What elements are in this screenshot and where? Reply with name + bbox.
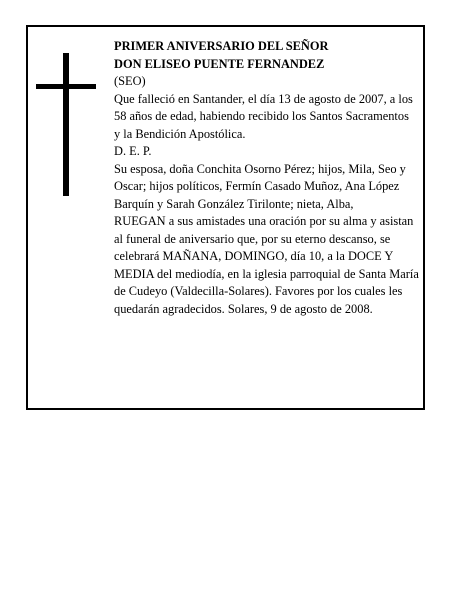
cross-vertical-bar [63, 53, 69, 196]
obituary-text [114, 38, 420, 318]
rest-in-peace: D. E. P. [114, 144, 152, 158]
notice-heading-line-2: DON ELISEO PUENTE FERNANDEZ [114, 56, 325, 71]
funeral-invitation: RUEGAN a sus amistades una oración por su alma y asistan al funeral de aniversario que, por su eterno descanso, se celebrará MAÑANA, DOMINGO, día 10, a la DOCE Y MEDIA del mediodía, en la iglesia parroquial de Santa María de Cudeyo (Valdecilla-Solares). Favores por los cuales les quedarán agradecidos. Solares, 9 de agosto de 2008. [114, 214, 419, 316]
family-members: Su esposa, doña Conchita Osorno Pérez; hijos, Mila, Seo y Oscar; hijos políticos, Fermín Casado Muñoz, Ana López Barquín y Sarah González Tirilonte; nieta, Alba, [114, 161, 406, 211]
notice-heading-line-1: PRIMER ANIVERSARIO DEL SEÑOR [114, 39, 329, 53]
cross-icon [36, 53, 96, 196]
blessing-line: y la Bendición Apostólica. [114, 126, 246, 141]
death-details: Que falleció en Santander, el día 13 de agosto de 2007, a los 58 años de edad, habiendo recibido los Santos Sacramentos [114, 91, 413, 123]
cross-horizontal-bar [36, 84, 96, 89]
deceased-nickname: (SEO) [114, 74, 146, 88]
